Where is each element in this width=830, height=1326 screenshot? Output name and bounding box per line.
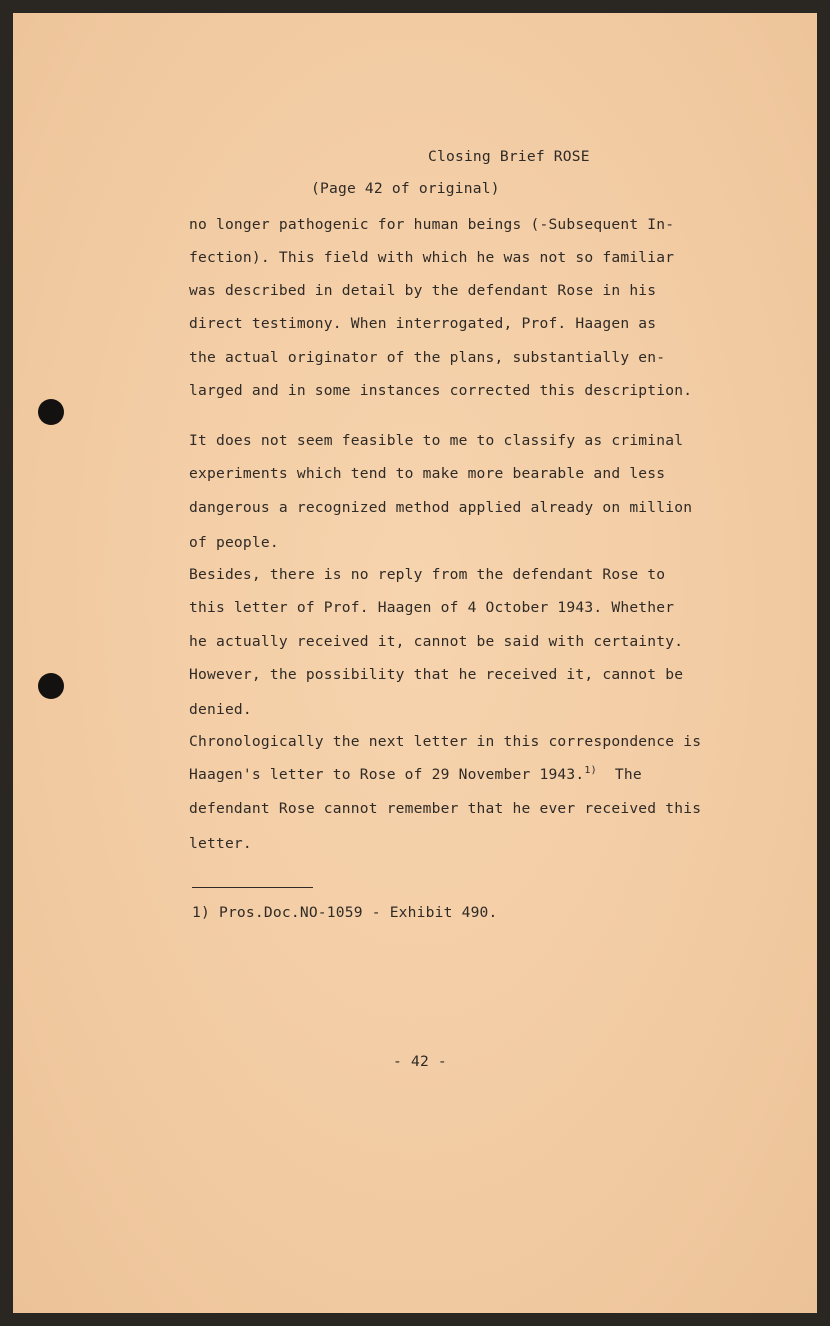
text-line: was described in detail by the defendant Rose in his [189,282,657,299]
text-line: the actual originator of the plans, substantially en- [189,349,666,366]
text-line: direct testimony. When interrogated, Prof. Haagen as [189,315,657,332]
punch-hole-top [38,399,64,425]
text-line: he actually received it, cannot be said with certainty. [189,633,684,650]
text-line: Besides, there is no reply from the defendant Rose to [189,566,666,583]
text-line: It does not seem feasible to me to classify as criminal [189,432,684,449]
text-line: this letter of Prof. Haagen of 4 October 1943. Whether [189,599,675,616]
text-line-with-footnote [189,765,642,783]
text-line: letter. [189,835,252,852]
text-line: experiments which tend to make more bearable and less [189,465,666,482]
page-number: - 42 - [393,1053,447,1070]
text-line: However, the possibility that he received it, cannot be [189,666,684,683]
text-line: no longer pathogenic for human beings (-Subsequent In- [189,216,675,233]
document-title: Closing Brief ROSE [428,148,590,165]
text-line: defendant Rose cannot remember that he ever received this [189,800,702,817]
footnote: 1) Pros.Doc.NO-1059 - Exhibit 490. [192,904,498,921]
footnote-marker: 1) [584,765,597,776]
text-line: fection). This field with which he was not so familiar [189,249,675,266]
text-line: larged and in some instances corrected this description. [189,382,693,399]
text-line: Haagen's letter to Rose of 29 November 1943. [189,766,585,783]
punch-hole-bottom [38,673,64,699]
text-line: Chronologically the next letter in this correspondence is [189,733,702,750]
text-line: denied. [189,701,252,718]
original-page-reference: (Page 42 of original) [311,180,500,197]
text-line-tail: The [614,766,642,783]
text-line: dangerous a recognized method applied already on million [189,499,693,516]
document-page [13,13,817,1313]
text-line: of people. [189,534,279,551]
footnote-divider [192,887,313,888]
